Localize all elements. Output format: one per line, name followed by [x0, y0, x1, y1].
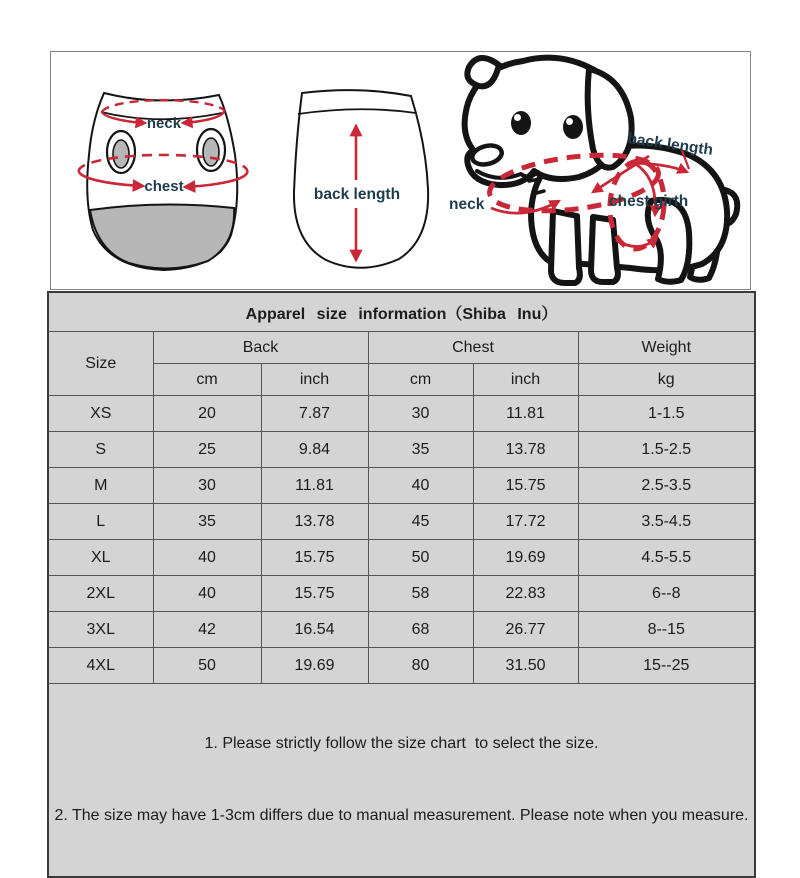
dog-left-eye-highlight: [514, 114, 521, 121]
size-cell: M: [48, 468, 153, 504]
table-row: [48, 576, 755, 612]
table-row: [48, 432, 755, 468]
back-inch-header: inch: [261, 364, 368, 396]
chest-group-header: Chest: [368, 332, 578, 364]
dog-chest-girth-label: chest girth: [609, 193, 689, 210]
back-cm-cell: 40: [153, 576, 261, 612]
table-row: [48, 540, 755, 576]
weight-cell: 15--25: [578, 648, 755, 684]
chest-inch-cell: 22.83: [473, 576, 578, 612]
back-inch-cell: 15.75: [261, 540, 368, 576]
size-cell: XS: [48, 396, 153, 432]
size-cell: L: [48, 504, 153, 540]
dog-left-eye: [511, 111, 531, 135]
weight-kg-header: kg: [578, 364, 755, 396]
note-line-1: 1. Please strictly follow the size chart to select the size.: [204, 735, 599, 752]
dog-left-ear: [467, 58, 499, 86]
weight-cell: 2.5-3.5: [578, 468, 755, 504]
size-column-header: Size: [48, 332, 153, 396]
chest-inch-cell: 31.50: [473, 648, 578, 684]
chest-cm-cell: 80: [368, 648, 473, 684]
unit-header-row: [48, 364, 755, 396]
group-header-row: [48, 332, 755, 364]
weight-cell: 8--15: [578, 612, 755, 648]
notes-cell: [48, 684, 755, 878]
dog-back-length-label: back length: [626, 130, 715, 159]
back-inch-cell: 15.75: [261, 576, 368, 612]
back-cm-cell: 35: [153, 504, 261, 540]
dog-right-eye: [563, 115, 583, 139]
chest-cm-header: cm: [368, 364, 473, 396]
weight-cell: 1.5-2.5: [578, 432, 755, 468]
chest-cm-cell: 30: [368, 396, 473, 432]
back-inch-cell: 7.87: [261, 396, 368, 432]
weight-cell: 1-1.5: [578, 396, 755, 432]
chest-inch-cell: 17.72: [473, 504, 578, 540]
table-row: [48, 648, 755, 684]
back-cm-cell: 30: [153, 468, 261, 504]
chest-cm-cell: 68: [368, 612, 473, 648]
size-cell: S: [48, 432, 153, 468]
back-inch-cell: 11.81: [261, 468, 368, 504]
garment-front-belly-shade: [90, 204, 234, 268]
back-cm-header: cm: [153, 364, 261, 396]
dog-neck-label: neck: [449, 196, 485, 213]
chest-inch-cell: 13.78: [473, 432, 578, 468]
back-group-header: Back: [153, 332, 368, 364]
size-cell: 2XL: [48, 576, 153, 612]
chest-inch-cell: 15.75: [473, 468, 578, 504]
back-inch-cell: 16.54: [261, 612, 368, 648]
dog-right-ear: [588, 69, 632, 168]
front-neck-label: neck: [146, 115, 182, 132]
note-line-2: 2. The size may have 1-3cm differs due to manual measurement. Please note when you measure.: [54, 807, 749, 824]
dog-front-leg-near: [551, 211, 580, 283]
notes-row: [48, 684, 755, 878]
chest-cm-cell: 50: [368, 540, 473, 576]
chest-inch-header: inch: [473, 364, 578, 396]
chest-inch-cell: 11.81: [473, 396, 578, 432]
back-view-back-length-label: back length: [313, 186, 401, 203]
size-cell: 4XL: [48, 648, 153, 684]
weight-cell: 4.5-5.5: [578, 540, 755, 576]
front-chest-label: chest: [144, 178, 184, 195]
chest-cm-cell: 58: [368, 576, 473, 612]
chest-cm-cell: 40: [368, 468, 473, 504]
table-row: [48, 612, 755, 648]
size-table: [47, 291, 756, 878]
back-cm-cell: 40: [153, 540, 261, 576]
size-cell: XL: [48, 540, 153, 576]
weight-group-header: Weight: [578, 332, 755, 364]
garment-back-illustration: [281, 84, 441, 276]
size-cell: 3XL: [48, 612, 153, 648]
chest-inch-cell: 19.69: [473, 540, 578, 576]
back-cm-cell: 42: [153, 612, 261, 648]
leg-hole-right-inner: [203, 138, 219, 166]
table-title: Apparel size information（Shiba Inu）: [48, 292, 755, 332]
back-cm-cell: 25: [153, 432, 261, 468]
table-row: [48, 468, 755, 504]
garment-back-outline: [294, 90, 428, 268]
back-inch-cell: 9.84: [261, 432, 368, 468]
chest-cm-cell: 35: [368, 432, 473, 468]
chest-inch-cell: 26.77: [473, 612, 578, 648]
table-row: [48, 504, 755, 540]
back-cm-cell: 50: [153, 648, 261, 684]
measurement-diagram-panel: [50, 51, 751, 290]
back-inch-cell: 19.69: [261, 648, 368, 684]
back-cm-cell: 20: [153, 396, 261, 432]
dog-illustration: [441, 53, 751, 289]
back-inch-cell: 13.78: [261, 504, 368, 540]
garment-front-illustration: [59, 60, 279, 282]
title-row: [48, 292, 755, 332]
table-row: [48, 396, 755, 432]
weight-cell: 3.5-4.5: [578, 504, 755, 540]
dog-right-eye-highlight: [566, 118, 573, 125]
weight-cell: 6--8: [578, 576, 755, 612]
chest-cm-cell: 45: [368, 504, 473, 540]
leg-hole-left-inner: [113, 140, 129, 168]
